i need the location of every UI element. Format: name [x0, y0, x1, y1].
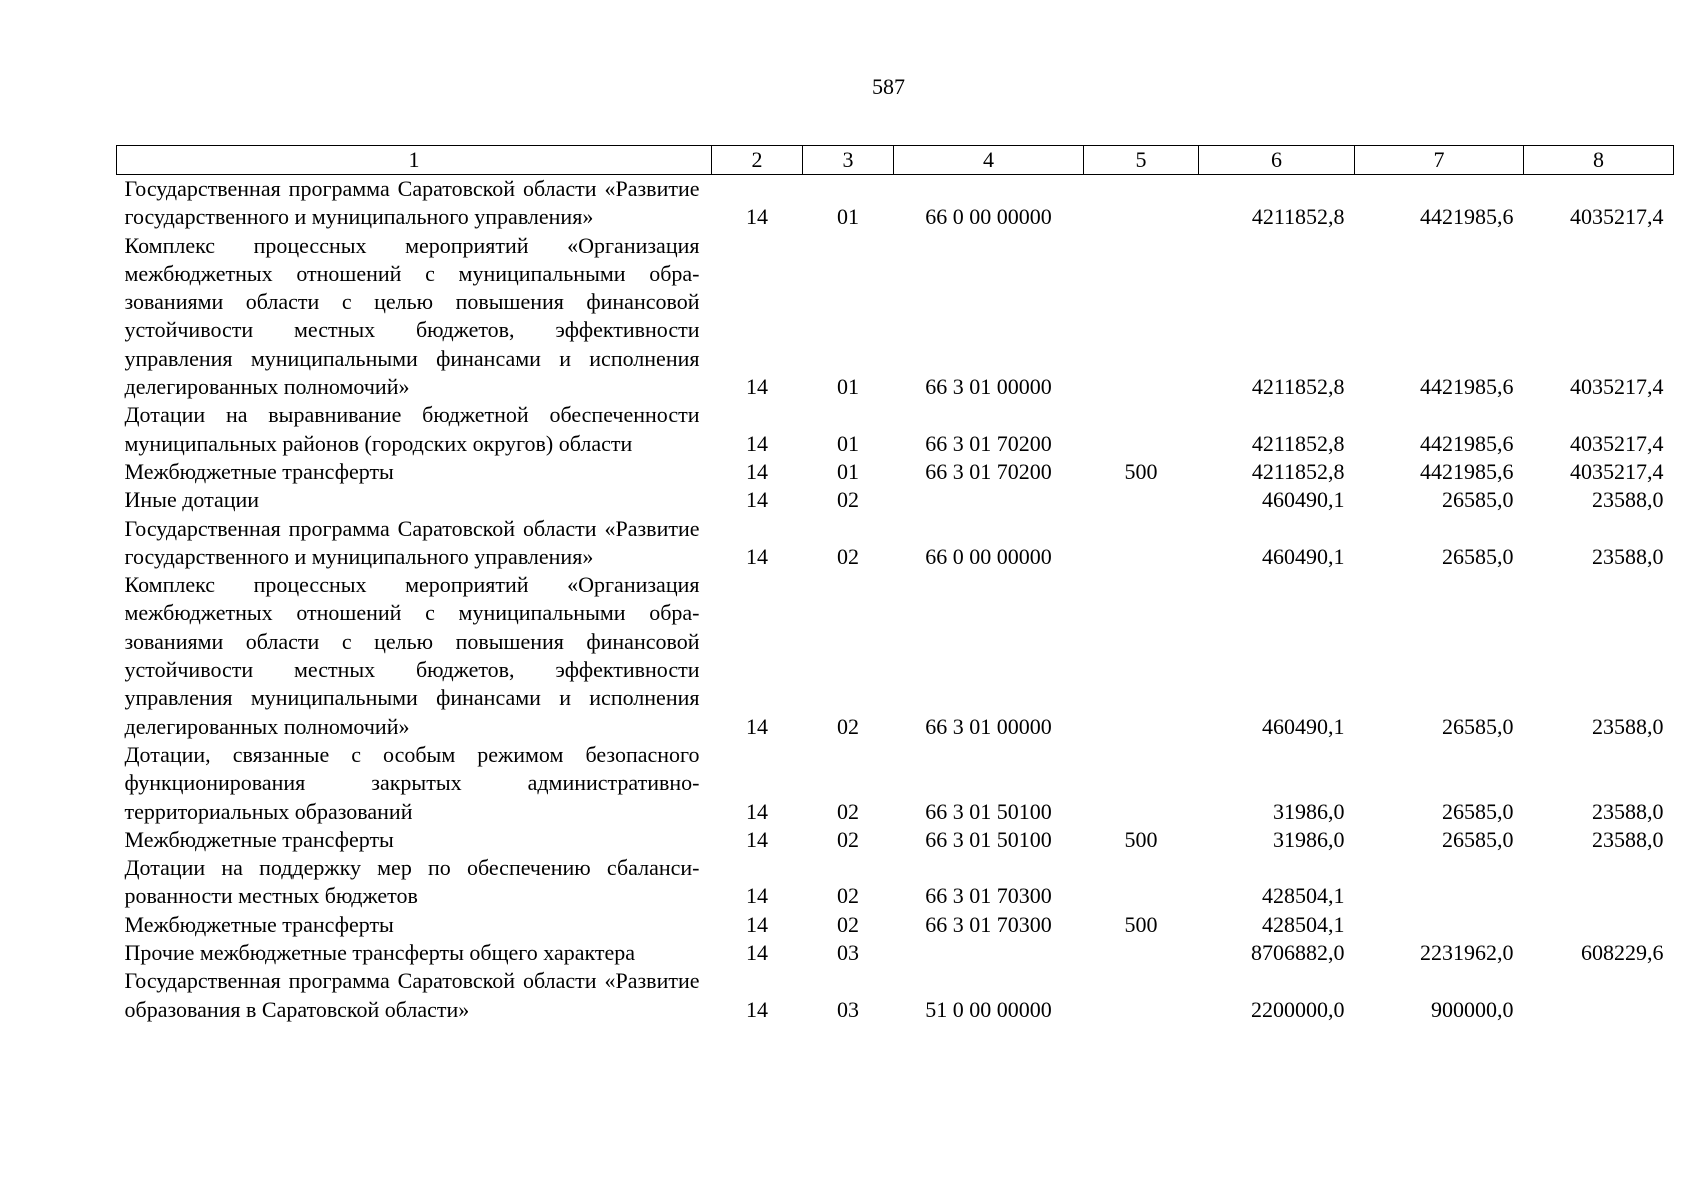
table-row: [117, 939, 1674, 967]
amount-col6: 428504,1: [1262, 911, 1345, 937]
expense-type-code: 500: [1124, 826, 1158, 852]
target-code: 66 0 00 00000: [925, 543, 1052, 569]
expense-type-code: [1084, 401, 1199, 458]
amount-col8: 23588,0: [1592, 487, 1664, 513]
row-name: Дотации на выравнивание бюджетной обеспеченности муниципальных районов (городских округов) области: [124, 402, 700, 456]
expense-type-code: [1084, 232, 1199, 402]
subsection-code: 02: [837, 543, 859, 569]
target-code: [894, 486, 1084, 514]
subsection-code: 02: [837, 883, 859, 909]
column-number-row: [117, 146, 1674, 175]
subsection-code: 01: [837, 458, 859, 484]
expense-type-code: [1084, 175, 1199, 232]
target-code: 66 3 01 70200: [925, 430, 1052, 456]
amount-col8: 4035217,4: [1570, 458, 1664, 484]
amount-col6: 2200000,0: [1251, 996, 1345, 1022]
table-row: [117, 826, 1674, 854]
subsection-code: 01: [837, 374, 859, 400]
table-row: [117, 967, 1674, 1024]
table-row: [117, 458, 1674, 486]
target-code: 66 3 01 50100: [925, 798, 1052, 824]
amount-col6: 4211852,8: [1251, 374, 1345, 400]
page-number: 587: [872, 74, 905, 99]
row-name: Комплекс процессных мероприятий «Организация межбюджетных отношений с муниципальными образованиями области с целью повышения финансовой устойчивости местных бюджетов, эффективности управления муниципальными финансами и исполнения делегированных полномочий»: [124, 232, 700, 400]
amount-col7: 26585,0: [1442, 713, 1514, 739]
amount-col7: 26585,0: [1442, 543, 1514, 569]
amount-col7: [1355, 854, 1524, 911]
budget-table: [116, 145, 1674, 1024]
row-name: Межбюджетные трансферты: [124, 826, 394, 852]
amount-col6: 460490,1: [1262, 543, 1345, 569]
section-code: 14: [746, 458, 768, 484]
section-code: 14: [746, 798, 768, 824]
subsection-code: 01: [837, 204, 859, 230]
column-header: 3: [803, 146, 894, 175]
amount-col6: 8706882,0: [1251, 940, 1345, 966]
expense-type-code: [1084, 939, 1199, 967]
amount-col6: 31986,0: [1273, 798, 1345, 824]
amount-col8: 23588,0: [1592, 543, 1664, 569]
subsection-code: 03: [837, 940, 859, 966]
amount-col7: [1355, 911, 1524, 939]
subsection-code: 02: [837, 487, 859, 513]
amount-col6: 4211852,8: [1251, 458, 1345, 484]
amount-col8: 4035217,4: [1570, 430, 1664, 456]
amount-col7: 26585,0: [1442, 487, 1514, 513]
section-code: 14: [746, 374, 768, 400]
target-code: 66 3 01 70300: [925, 883, 1052, 909]
expense-type-code: [1084, 515, 1199, 572]
subsection-code: 02: [837, 911, 859, 937]
amount-col8: 23588,0: [1592, 798, 1664, 824]
subsection-code: 01: [837, 430, 859, 456]
expense-type-code: [1084, 486, 1199, 514]
row-name: Прочие межбюджетные трансферты общего характера: [124, 940, 636, 966]
row-name: Межбюджетные трансферты: [124, 458, 394, 484]
table-row: [117, 571, 1674, 741]
target-code: 66 3 01 00000: [925, 713, 1052, 739]
subsection-code: 02: [837, 798, 859, 824]
expense-type-code: [1084, 854, 1199, 911]
expense-type-code: 500: [1124, 911, 1158, 937]
amount-col8: 23588,0: [1592, 826, 1664, 852]
target-code: 66 3 01 70300: [925, 911, 1052, 937]
amount-col8: 4035217,4: [1570, 374, 1664, 400]
amount-col7: 4421985,6: [1420, 204, 1514, 230]
section-code: 14: [746, 883, 768, 909]
amount-col7: 4421985,6: [1420, 374, 1514, 400]
amount-col8: 608229,6: [1581, 940, 1664, 966]
expense-type-code: [1084, 967, 1199, 1024]
column-header: 5: [1084, 146, 1199, 175]
amount-col8: [1524, 967, 1674, 1024]
table-row: [117, 175, 1674, 232]
row-name: Государственная программа Саратовской области «Развитие государственного и муниципального управления»: [124, 515, 700, 569]
section-code: 14: [746, 996, 768, 1022]
subsection-code: 03: [837, 996, 859, 1022]
section-code: 14: [746, 204, 768, 230]
row-name: Дотации, связанные с особым режимом безопасного функционирования закрытых административно-территориальных образований: [124, 741, 700, 824]
target-code: 66 0 00 00000: [925, 204, 1052, 230]
column-header: 8: [1524, 146, 1674, 175]
section-code: 14: [746, 911, 768, 937]
section-code: 14: [746, 940, 768, 966]
table-row: [117, 911, 1674, 939]
amount-col7: 26585,0: [1442, 826, 1514, 852]
table-row: [117, 401, 1674, 458]
amount-col6: 31986,0: [1273, 826, 1345, 852]
target-code: 66 3 01 50100: [925, 826, 1052, 852]
row-name: Государственная программа Саратовской области «Развитие государственного и муниципального управления»: [124, 176, 700, 230]
target-code: 66 3 01 00000: [925, 374, 1052, 400]
subsection-code: 02: [837, 713, 859, 739]
amount-col6: 428504,1: [1262, 883, 1345, 909]
amount-col8: 23588,0: [1592, 713, 1664, 739]
expense-type-code: [1084, 741, 1199, 826]
row-name: Межбюджетные трансферты: [124, 911, 394, 937]
amount-col6: 4211852,8: [1251, 430, 1345, 456]
amount-col8: [1524, 911, 1674, 939]
row-name: Государственная программа Саратовской области «Развитие образования в Саратовской области»: [124, 968, 700, 1022]
amount-col7: 2231962,0: [1420, 940, 1514, 966]
column-header: 7: [1355, 146, 1524, 175]
amount-col7: 900000,0: [1431, 996, 1514, 1022]
section-code: 14: [746, 487, 768, 513]
section-code: 14: [746, 543, 768, 569]
table-row: [117, 515, 1674, 572]
table-row: [117, 232, 1674, 402]
amount-col6: 460490,1: [1262, 713, 1345, 739]
target-code: 66 3 01 70200: [925, 458, 1052, 484]
table-row: [117, 741, 1674, 826]
amount-col7: 26585,0: [1442, 798, 1514, 824]
column-header: 1: [117, 146, 712, 175]
amount-col6: 460490,1: [1262, 487, 1345, 513]
column-header: 2: [712, 146, 803, 175]
row-name: Дотации на поддержку мер по обеспечению сбалансированности местных бюджетов: [124, 855, 700, 909]
subsection-code: 02: [837, 826, 859, 852]
section-code: 14: [746, 430, 768, 456]
expense-type-code: 500: [1124, 458, 1158, 484]
table-row: [117, 486, 1674, 514]
amount-col6: 4211852,8: [1251, 204, 1345, 230]
section-code: 14: [746, 826, 768, 852]
amount-col7: 4421985,6: [1420, 430, 1514, 456]
table-row: [117, 854, 1674, 911]
row-name: Комплекс процессных мероприятий «Организация межбюджетных отношений с муниципальными образованиями области с целью повышения финансовой устойчивости местных бюджетов, эффективности управления муниципальными финансами и исполнения делегированных полномочий»: [124, 572, 700, 739]
target-code: 51 0 00 00000: [925, 996, 1052, 1022]
section-code: 14: [746, 713, 768, 739]
amount-col7: 4421985,6: [1420, 458, 1514, 484]
column-header: 4: [894, 146, 1084, 175]
target-code: [894, 939, 1084, 967]
amount-col8: 4035217,4: [1570, 204, 1664, 230]
expense-type-code: [1084, 571, 1199, 741]
column-header: 6: [1199, 146, 1355, 175]
amount-col8: [1524, 854, 1674, 911]
row-name: Иные дотации: [124, 487, 260, 513]
